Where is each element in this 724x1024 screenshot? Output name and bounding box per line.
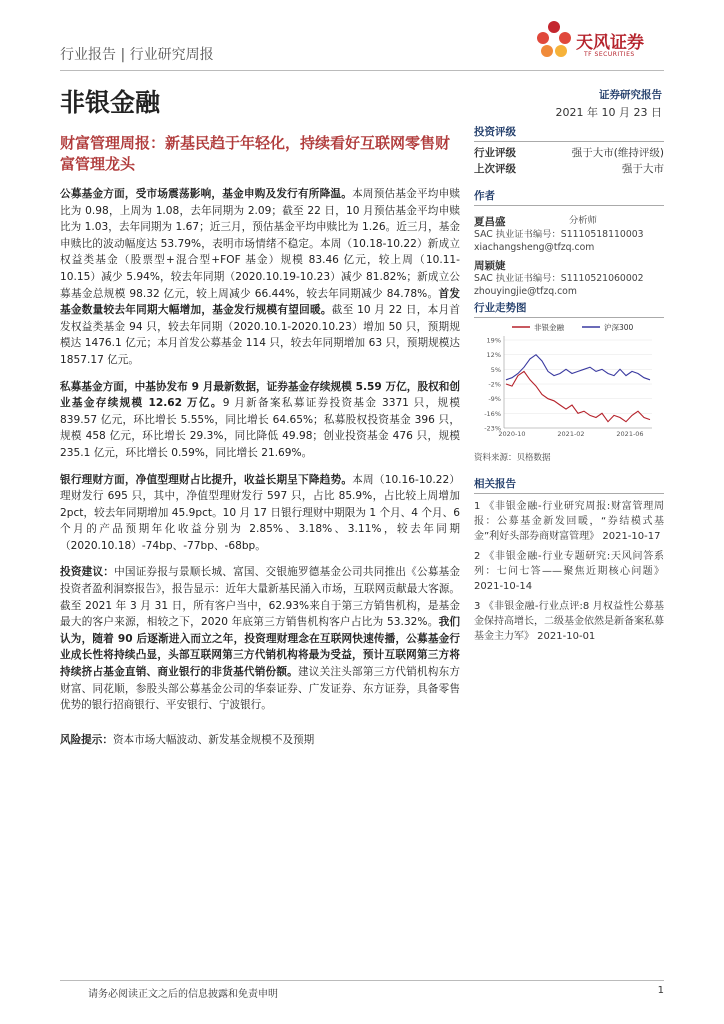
series-line — [506, 371, 650, 421]
footer-disclaimer: 请务必阅读正文之后的信息披露和免责申明 — [88, 989, 278, 1000]
author-email[interactable]: zhouyingjie@tfzq.com — [474, 285, 577, 297]
y-tick-label: 5% — [490, 365, 501, 374]
related-heading: 相关报告 — [474, 476, 664, 494]
main-body — [60, 186, 460, 758]
y-tick-label: 19% — [486, 336, 501, 345]
authors-heading: 作者 — [474, 188, 664, 206]
author-name: 周颖婕 — [474, 260, 506, 272]
brand-logo — [534, 18, 664, 68]
related-report-item[interactable]: 3 《非银金融-行业点评:8 月权益性公募基金保持高增长，二级基金依然是新备案私募基金主力军》 2021-10-01 — [474, 601, 664, 642]
lead-private-funds: 私募基金方面，中基协发布 9 月最新数据，证券基金存续规模 5.59 万亿，股权和创业基金存续规模 12.62 万亿。 — [60, 380, 460, 410]
paragraph-risk: 风险提示：资本市场大幅波动、新发基金规模不及预期 — [60, 733, 315, 746]
chart-heading: 行业走势图 — [474, 300, 664, 318]
brand-name-en: TF SECURITIES — [584, 51, 635, 58]
y-tick-label: -2% — [488, 380, 501, 389]
paragraph-investment-advice: 投资建议：中国证券报与景顺长城、富国、交银施罗德基金公司共同推出《公募基金投资者盈利洞察报告》，报告显示：近年大量新基民涌入市场，互联网贡献最大客源。截至 2021 年 3 月 31 日，所有客户当中，62.93%来自于第三方销售机构，是基金最大的客户来源，相较之下，2020 年底第三方销售机构客户占比为 53.32%。我们认为，随着 90 后逐渐进入而立之年，投资理财理念在互联网快速传播，公募基金行业成长性将持续凸显，头部互联网第三方代销机构将最为受益，预计互联网第三方将持续挤占基金直销、商业银行的非货基代销份额。建议关注头部第三方代销机构东方财富、同花顺，参股头部公募基金公司的华泰证券、广发证券、东方证券，具备零售优势的银行招商银行、平安银行、宁波银行。 — [60, 566, 461, 712]
doc-type: 证券研究报告 — [599, 89, 662, 101]
related-report-item[interactable]: 2 《非银金融-行业专题研究:天风问答系列：七问七答——聚焦近期核心问题》 2021-10-14 — [474, 551, 664, 592]
authors-section — [474, 188, 664, 298]
paragraph-bank-wealth: 银行理财方面，净值型理财占比提升，收益长期呈下降趋势。本周（10.16-10.22）理财发行 695 只，其中，净值型理财发行 597 只，占比 85.9%，占比较上周增加 2pct，较去年同期增加 45.9pct。10 月 17 日银行理财中期限为 1 个月、4 个月、6 个月的产品预期年化收益分别为 2.85%、3.18%、3.11%，较去年同期（2020.10.18）-74bp、-77bp、-68bp。 — [60, 473, 461, 552]
x-tick-label: 2021-06 — [616, 430, 644, 438]
sector-title: 非银金融 — [60, 88, 161, 117]
author-block — [474, 258, 664, 298]
y-tick-label: -16% — [484, 409, 501, 418]
paragraph-private-funds: 私募基金方面，中基协发布 9 月最新数据，证券基金存续规模 5.59 万亿，股权和创业基金存续规模 12.62 万亿。9 月新备案私募证券投资基金 3371 只，规模 839.57 亿元，环比增长 5.55%，同比增长 64.65%；私募股权投资基金 396 只，规模 458 亿元，环比增长 29.3%，同比降低 49.98；创业投资基金 476 只，规模 235.1 亿元，环比增长 0.59%，同比增长 21.69%。 — [60, 380, 460, 459]
paragraph-public-funds: 公募基金方面，受市场震荡影响，基金申购及发行有所降温。本周预估基金平均申赎比为 0.98，上周为 1.08，去年同期为 2.09；截至 22 日，10 月预估基金平均申赎比为 1.03，去年同期为 1.67；近三月，预估基金平均申赎比为 1.26。近三月，基金申赎比的波动幅度达 53.79%，表明市场情绪不稳定。本周（10.18-10.22）新成立权益类基金（股票型+混合型+FOF 基金）规模 83.46 亿元，较上周（10.11-10.15）减少 5.94%，较去年同期（2020.10.19-10.23）减少 81.82%；新成立公募基金总规模 98.32 亿元，较上周减少 66.44%，较去年同期减少 84.78%。首发基金数量较去年同期大幅增加，基金发行规模有望回暖。截至 10 月 22 日，本月首发权益类基金 94 只，较去年同期（2020.10.1-2020.10.23）增加 50 只，预期规模达 1476.1 亿元；本月首发公募基金 114 只，较去年同期增加 63 只，预期规模达 1857.17 亿元。 — [60, 188, 461, 366]
chart-section — [474, 300, 664, 318]
y-tick-label: -23% — [484, 424, 501, 433]
chart-source: 资料来源：贝格数据 — [474, 453, 551, 463]
lead-investment-advice: 投资建议： — [60, 566, 115, 579]
brand-name-cn: 天风证券 — [576, 33, 644, 53]
trend-chart-svg — [474, 318, 664, 443]
x-tick-label: 2021-02 — [557, 430, 585, 438]
legend-label: 非银金融 — [534, 323, 564, 332]
footer-divider — [60, 980, 664, 981]
x-tick-label: 2020-10 — [498, 430, 526, 438]
header-divider — [60, 70, 664, 71]
author-block — [474, 210, 664, 254]
related-report-item[interactable]: 1 《非银金融-行业研究周报:财富管理周报：公募基金新发回暖，“券结模式基金”利好头部券商财富管理》 2021-10-17 — [474, 501, 664, 542]
report-date: 2021 年 10 月 23 日 — [555, 106, 662, 119]
report-type: 行业报告 | 行业研究周报 — [60, 47, 214, 63]
related-section — [474, 476, 664, 644]
logo-flower-icon — [534, 18, 574, 62]
report-title: 财富管理周报：新基民趋于年轻化，持续看好互联网零售财富管理龙头 — [60, 134, 451, 173]
rating-section — [474, 124, 664, 177]
industry-rating-row: 行业评级 强于大市(维持评级) — [474, 147, 664, 159]
lead-bank-wealth: 银行理财方面，净值型理财占比提升，收益长期呈下降趋势。 — [60, 473, 353, 486]
author-cert: SAC 执业证书编号：S1110518110003 — [474, 229, 644, 240]
y-tick-label: -9% — [488, 395, 501, 404]
author-email[interactable]: xiachangsheng@tfzq.com — [474, 241, 595, 253]
lead-risk: 风险提示： — [60, 733, 113, 746]
legend-label: 沪深300 — [604, 323, 634, 332]
trend-chart — [474, 318, 664, 443]
author-cert: SAC 执业证书编号：S1110521060002 — [474, 273, 644, 284]
rating-heading: 投资评级 — [474, 124, 664, 142]
author-role: 分析师 — [569, 215, 597, 226]
y-tick-label: 12% — [486, 351, 501, 360]
lead-public-funds: 公募基金方面，受市场震荡影响，基金申购及发行有所降温。 — [60, 188, 353, 200]
page-number: 1 — [657, 985, 664, 996]
author-name: 夏昌盛 — [474, 216, 506, 228]
previous-rating-row: 上次评级 强于大市 — [474, 163, 664, 175]
